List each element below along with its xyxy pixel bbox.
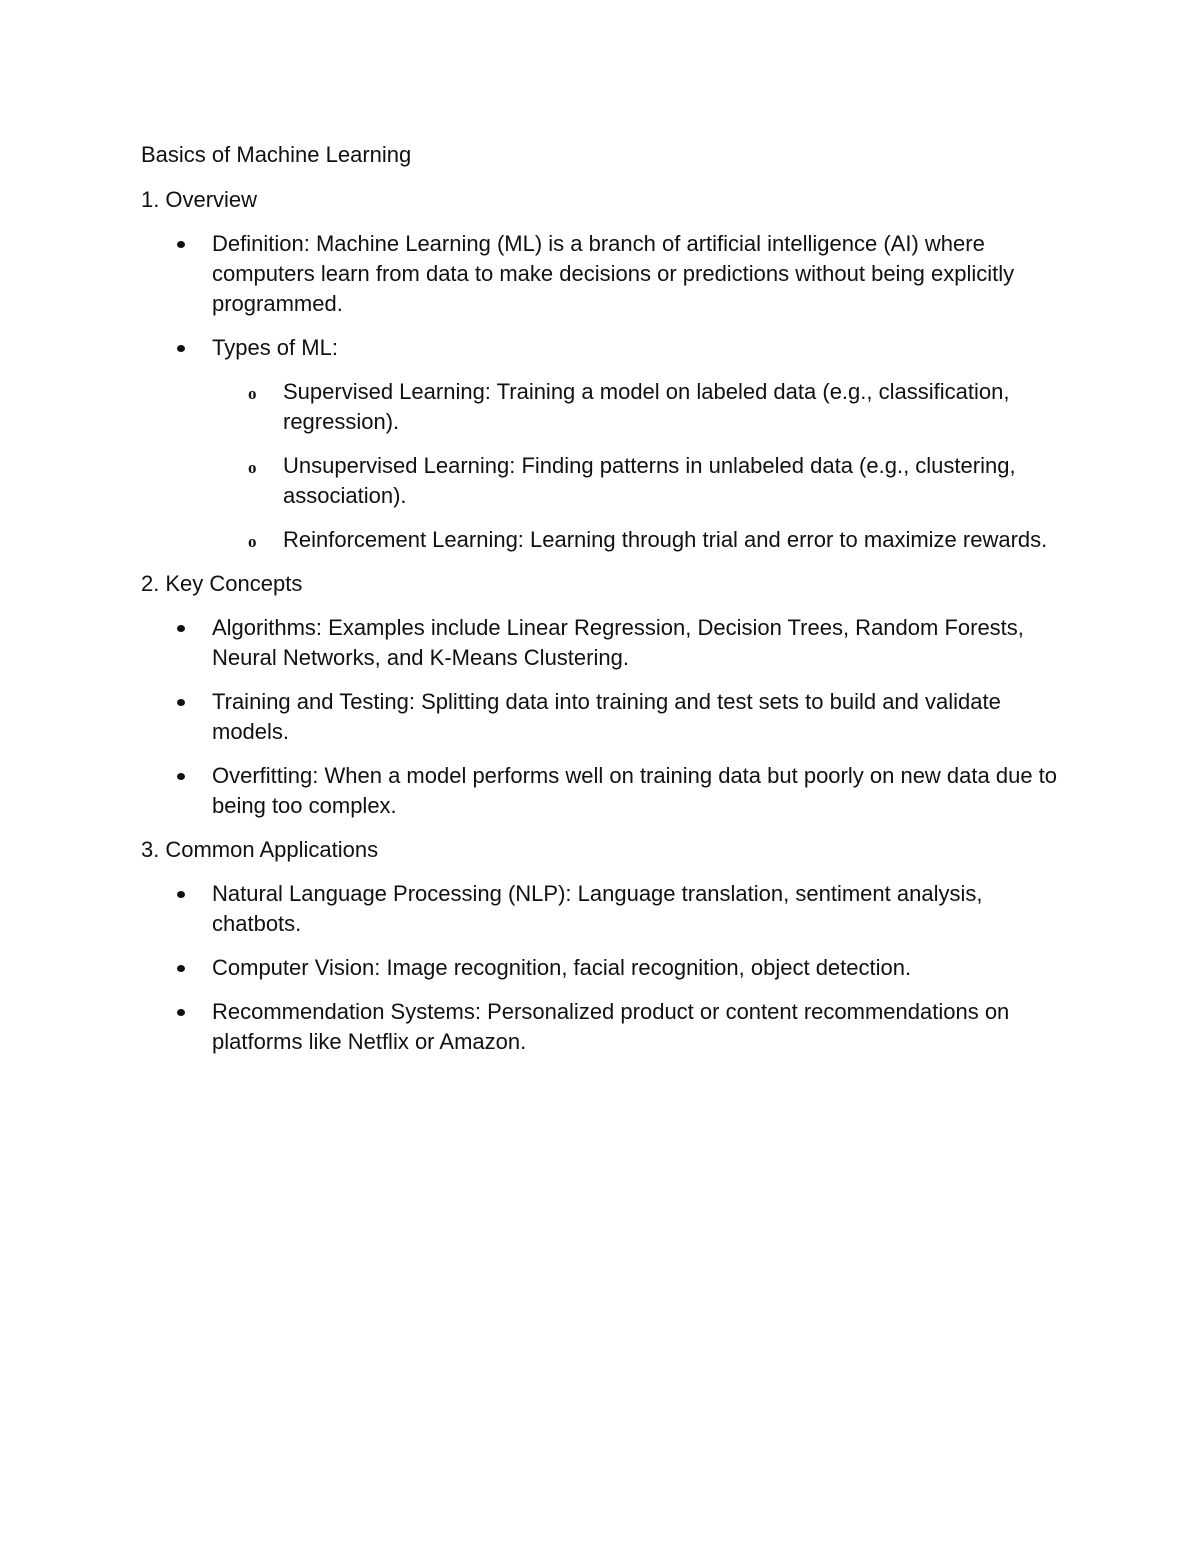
bullet-list	[141, 613, 1071, 821]
list-item-text: Types of ML:	[212, 335, 338, 360]
circle-bullet-icon: o	[248, 384, 257, 403]
list-item	[141, 687, 1071, 747]
section-key-concepts	[141, 569, 1071, 821]
document-body	[141, 140, 1071, 1071]
bullet-icon	[177, 345, 185, 352]
list-item-text: Definition: Machine Learning (ML) is a branch of artificial intelligence (AI) where computers learn from data to make decisions or predictions without being explicitly programmed.	[212, 231, 1015, 316]
section-title: Common Applications	[165, 837, 379, 862]
section-overview	[141, 185, 1071, 555]
sub-list-item	[212, 525, 1071, 555]
list-item-text: Recommendation Systems: Personalized product or content recommendations on platforms like Netflix or Amazon.	[212, 999, 1010, 1054]
sub-list-item	[212, 451, 1071, 511]
section-title: Overview	[165, 187, 258, 212]
bullet-icon	[177, 241, 185, 248]
list-item-text: Computer Vision: Image recognition, facial recognition, object detection.	[212, 955, 912, 980]
circle-bullet-icon: o	[248, 532, 257, 551]
bullet-icon	[177, 625, 185, 632]
bullet-list	[141, 229, 1071, 555]
document-title: Basics of Machine Learning	[141, 142, 412, 167]
list-item-text: Natural Language Processing (NLP): Language translation, sentiment analysis, chatbots.	[212, 881, 983, 936]
section-heading	[141, 185, 1071, 215]
sub-bullet-list	[212, 377, 1071, 555]
bullet-icon	[177, 773, 185, 780]
list-item	[141, 229, 1071, 319]
sub-list-item-text: Supervised Learning: Training a model on labeled data (e.g., classification, regression).	[283, 379, 1010, 434]
bullet-icon	[177, 699, 185, 706]
section-heading	[141, 569, 1071, 599]
list-item-text: Overfitting: When a model performs well on training data but poorly on new data due to being too complex.	[212, 763, 1058, 818]
list-item	[141, 953, 1071, 983]
list-item	[141, 879, 1071, 939]
sub-list-item	[212, 377, 1071, 437]
section-number: 2.	[141, 571, 160, 596]
section-number: 3.	[141, 837, 160, 862]
list-item-text: Training and Testing: Splitting data into training and test sets to build and validate models.	[212, 689, 1001, 744]
section-number: 1.	[141, 187, 160, 212]
list-item	[141, 613, 1071, 673]
bullet-icon	[177, 1009, 185, 1016]
list-item	[141, 997, 1071, 1057]
circle-bullet-icon: o	[248, 458, 257, 477]
section-common-applications	[141, 835, 1071, 1057]
list-item-text: Algorithms: Examples include Linear Regression, Decision Trees, Random Forests, Neural Networks, and K-Means Clustering.	[212, 615, 1024, 670]
bullet-list	[141, 879, 1071, 1057]
list-item	[141, 761, 1071, 821]
bullet-icon	[177, 965, 185, 972]
sub-list-item-text: Unsupervised Learning: Finding patterns in unlabeled data (e.g., clustering, association).	[283, 453, 1016, 508]
section-heading	[141, 835, 1071, 865]
section-title: Key Concepts	[165, 571, 303, 596]
list-item	[141, 333, 1071, 555]
sub-list-item-text: Reinforcement Learning: Learning through trial and error to maximize rewards.	[283, 527, 1048, 552]
bullet-icon	[177, 891, 185, 898]
